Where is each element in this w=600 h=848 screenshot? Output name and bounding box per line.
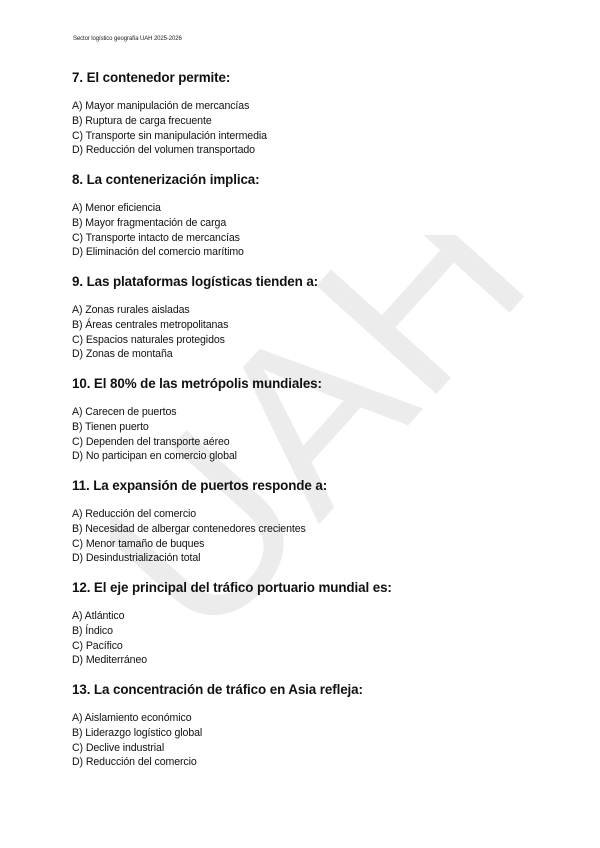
- option-d: D) Mediterráneo: [72, 654, 148, 667]
- option-d: D) Reducción del volumen transportado: [72, 144, 255, 157]
- option-b: B) Ruptura de carga frecuente: [72, 114, 212, 127]
- page-header: Sector logístico geografía UAH 2025-2026: [73, 36, 182, 42]
- option-c: C) Transporte intacto de mercancías: [72, 231, 240, 244]
- option-list: [72, 99, 542, 158]
- option-b: B) Tienen puerto: [72, 420, 149, 433]
- question-11: [72, 476, 542, 578]
- option-c: C) Espacios naturales protegidos: [72, 333, 225, 346]
- question-7: [72, 68, 542, 170]
- question-8: [72, 170, 542, 272]
- question-12: [72, 578, 542, 680]
- option-a: A) Atlántico: [72, 610, 125, 622]
- option-b: B) Áreas centrales metropolitanas: [72, 318, 229, 331]
- option-b: B) Índico: [72, 624, 113, 637]
- option-list: [72, 303, 542, 362]
- option-a: A) Reducción del comercio: [72, 508, 197, 520]
- option-a: A) Mayor manipulación de mercancías: [72, 100, 250, 112]
- option-d: D) No participan en comercio global: [72, 450, 237, 463]
- option-d: D) Zonas de montaña: [72, 348, 173, 361]
- option-list: [72, 507, 542, 566]
- option-c: C) Menor tamaño de buques: [72, 537, 205, 550]
- question-9: [72, 272, 542, 374]
- option-list: [72, 609, 542, 668]
- option-a: A) Aislamiento económico: [72, 712, 192, 724]
- question-list: [72, 68, 542, 782]
- option-d: D) Desindustrialización total: [72, 552, 201, 565]
- option-list: [72, 201, 542, 260]
- option-c: C) Transporte sin manipulación intermedia: [72, 129, 267, 142]
- option-a: A) Zonas rurales aisladas: [72, 304, 190, 316]
- option-b: B) Liderazgo logístico global: [72, 726, 203, 739]
- question-13: [72, 680, 542, 782]
- option-b: B) Necesidad de albergar contenedores crecientes: [72, 522, 306, 535]
- question-title: 8. La contenerización implica:: [72, 172, 260, 187]
- question-title: 9. Las plataformas logísticas tienden a:: [72, 274, 319, 289]
- question-title: 12. El eje principal del tráfico portuario mundial es:: [72, 580, 392, 595]
- option-b: B) Mayor fragmentación de carga: [72, 216, 227, 229]
- option-c: C) Declive industrial: [72, 741, 165, 754]
- option-list: [72, 711, 542, 770]
- option-a: A) Carecen de puertos: [72, 406, 177, 418]
- option-c: C) Pacífico: [72, 639, 123, 652]
- option-a: A) Menor eficiencia: [72, 202, 161, 214]
- option-d: D) Reducción del comercio: [72, 756, 197, 769]
- question-title: 7. El contenedor permite:: [72, 70, 231, 85]
- question-title: 13. La concentración de tráfico en Asia refleja:: [72, 682, 363, 697]
- option-list: [72, 405, 542, 464]
- question-10: [72, 374, 542, 476]
- question-title: 11. La expansión de puertos responde a:: [72, 478, 328, 493]
- question-title: 10. El 80% de las metrópolis mundiales:: [72, 376, 322, 391]
- option-c: C) Dependen del transporte aéreo: [72, 435, 230, 448]
- watermark-text: UAH: [110, 235, 540, 615]
- option-d: D) Eliminación del comercio marítimo: [72, 246, 244, 259]
